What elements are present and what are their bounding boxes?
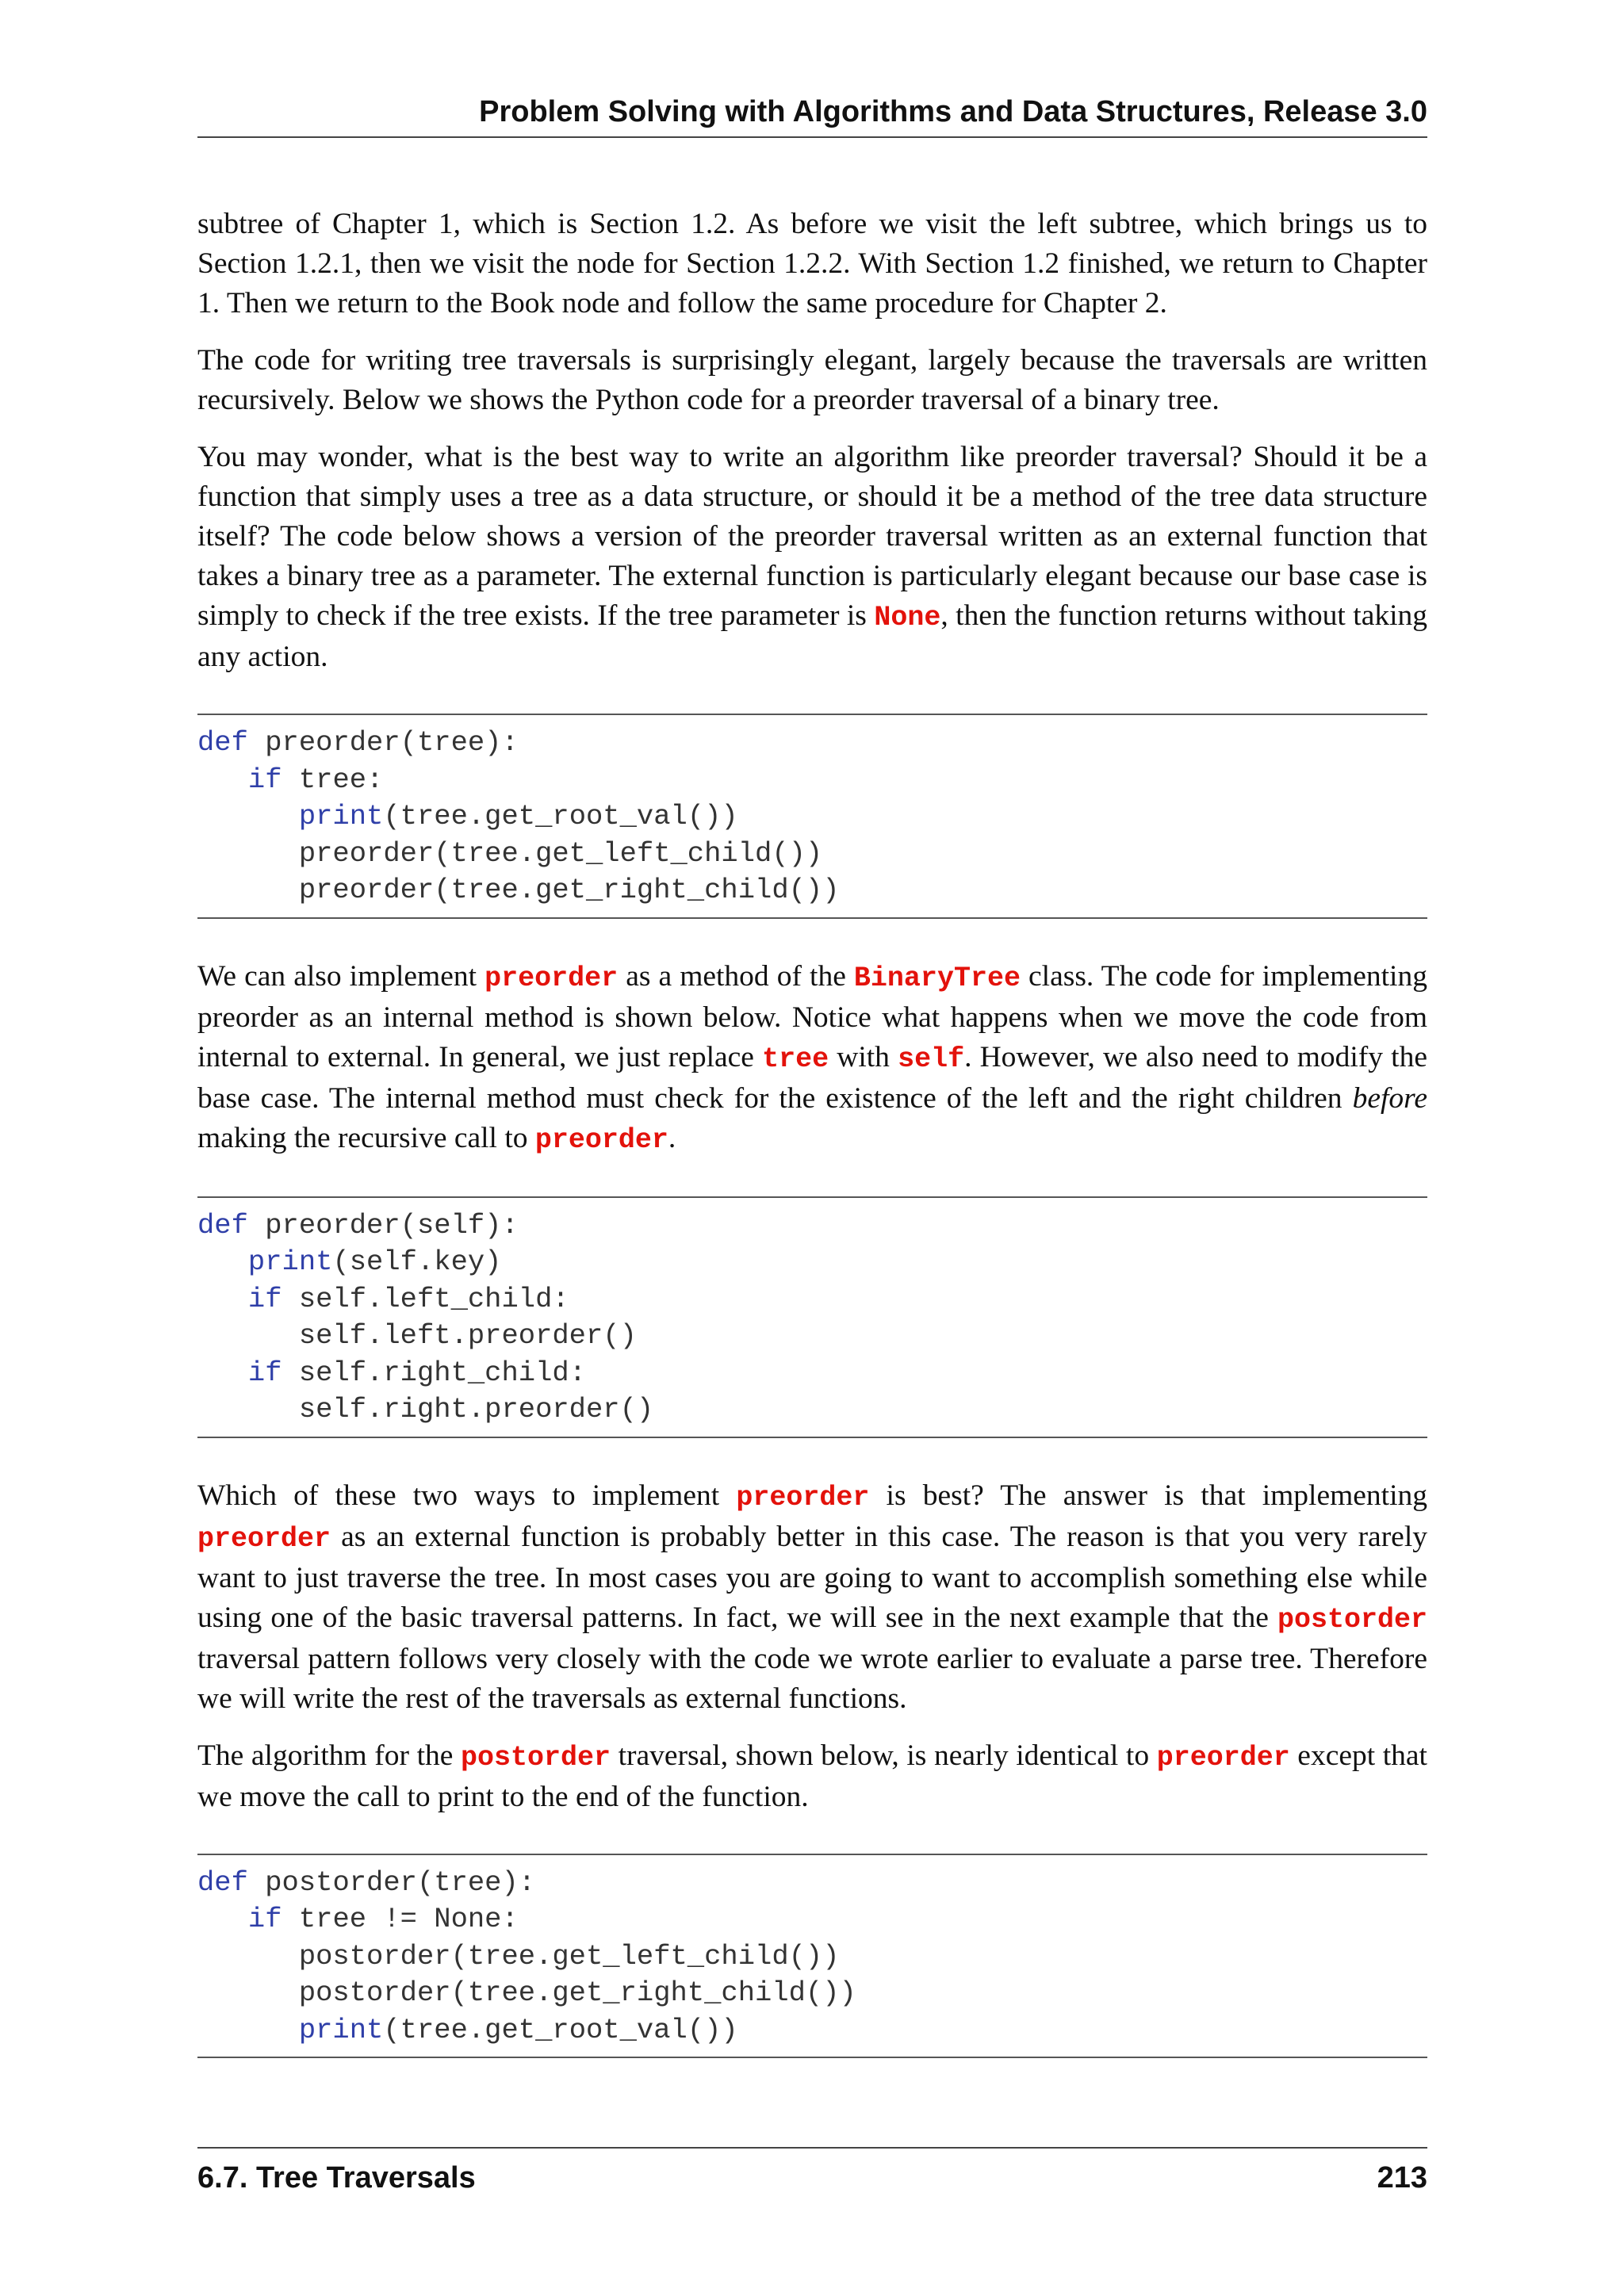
inline-code-preorder: preorder <box>197 1522 331 1555</box>
text-run: is best? The answer is that implementing <box>869 1479 1427 1512</box>
paragraph-3 <box>197 438 1427 677</box>
code-line: self.right.preorder() <box>197 1393 654 1425</box>
code-block-preorder-external <box>197 714 1427 919</box>
inline-code-preorder: preorder <box>1156 1741 1290 1774</box>
code-line <box>197 2012 1427 2049</box>
code-indent <box>197 800 299 832</box>
code-indent <box>197 1246 248 1278</box>
inline-code-self: self <box>898 1043 965 1075</box>
code-line <box>197 725 1427 762</box>
keyword: if <box>247 1356 282 1389</box>
text-run: with <box>829 1040 898 1073</box>
code-line: self.left.preorder() <box>197 1319 637 1352</box>
code-indent <box>197 1357 248 1389</box>
inline-code-preorder: preorder <box>485 962 619 994</box>
code-text: preorder(tree): <box>247 726 519 759</box>
code-line: postorder(tree.get_right_child()) <box>197 1976 856 2009</box>
inline-code-postorder: postorder <box>1277 1603 1427 1636</box>
keyword: if <box>247 1282 282 1315</box>
code-indent <box>197 1903 248 1935</box>
code-line <box>197 1244 1427 1281</box>
text-run: . <box>668 1121 676 1154</box>
keyword: if <box>247 763 282 796</box>
code-line <box>197 762 1427 799</box>
code-text: (tree.get_root_val()) <box>383 2013 738 2046</box>
keyword: def <box>197 1208 248 1242</box>
page-body <box>197 205 1427 2096</box>
code-text: preorder(self): <box>247 1208 519 1242</box>
page-footer <box>197 2147 1427 2198</box>
text-run: except that we move the call to print to the end of the function. <box>197 1739 1427 1813</box>
inline-code-preorder: preorder <box>736 1481 870 1513</box>
running-header: Problem Solving with Algorithms and Data Structures, Release 3.0 <box>197 92 1427 138</box>
text-run: You may wonder, what is the best way to write an algorithm like preorder traversal? Should it be a function that simply uses a tree as a data structure, or should it be a method of the tree data structure itself? The code below shows a version of the preorder traversal written as an external function that takes a binary tree as a parameter. The external function is particularly elegant because our base case is simply to check if the tree exists. If the tree parameter is <box>197 441 1427 632</box>
text-run: , then the function returns without taking any action. <box>197 599 1428 673</box>
code-block-postorder <box>197 1854 1427 2059</box>
keyword: if <box>247 1903 282 1935</box>
paragraph-2: The code for writing tree traversals is surprisingly elegant, largely because the traversals are written recursively. Below we shows the Python code for a preorder traversal of a binary tree. <box>197 344 1427 416</box>
footer-section-title: 6.7. Tree Traversals <box>197 2161 476 2195</box>
keyword: print <box>298 2013 384 2046</box>
code-line <box>197 1865 1427 1902</box>
inline-code-postorder: postorder <box>461 1741 611 1774</box>
code-text: tree: <box>282 763 384 796</box>
code-line <box>197 1281 1427 1318</box>
text-run: traversal, shown below, is nearly identical to <box>611 1739 1157 1772</box>
code-text: self.left_child: <box>282 1282 569 1315</box>
inline-code-none: None <box>874 602 941 633</box>
emphasis-before: before <box>1352 1081 1427 1115</box>
keyword: def <box>197 726 248 759</box>
text-run: making the recursive call to <box>197 1121 535 1154</box>
page-number: 213 <box>1377 2161 1427 2195</box>
code-line <box>197 1207 1427 1245</box>
paragraph-4 <box>197 957 1427 1160</box>
paragraph-5 <box>197 1476 1427 1719</box>
code-indent <box>197 2014 299 2046</box>
paragraph-6 <box>197 1736 1427 1817</box>
code-indent <box>197 1283 248 1315</box>
paragraph-1: subtree of Chapter 1, which is Section 1.2. As before we visit the left subtree, which brings us to Section 1.2.1, then we visit the node for Section 1.2.2. With Section 1.2 finished, we return to Chapter 1. Then we return to the Book node and follow the same procedure for Chapter 2. <box>197 208 1427 320</box>
code-line <box>197 1355 1427 1392</box>
code-text: tree != None: <box>282 1903 519 1935</box>
text-run: . However, we also need to modify the base case. The internal method must check for the existence of the left and the right children <box>197 1040 1427 1115</box>
code-block-preorder-internal <box>197 1196 1427 1438</box>
code-line <box>197 798 1427 836</box>
text-run: The algorithm for the <box>197 1739 461 1772</box>
code-text: self.right_child: <box>282 1356 586 1389</box>
inline-code-tree: tree <box>762 1043 829 1075</box>
code-line: preorder(tree.get_left_child()) <box>197 836 823 870</box>
text-run: as an external function is probably better in this case. The reason is that you very rarely want to just traverse the tree. In most cases you are going to want to accomplish something else while using one of the basic traversal patterns. In fact, we will see in the next example that the <box>197 1520 1427 1634</box>
text-run: traversal pattern follows very closely with the code we wrote earlier to evaluate a parse tree. Therefore we will write the rest of the traversals as external functions. <box>197 1642 1427 1715</box>
inline-code-preorder: preorder <box>534 1123 668 1156</box>
code-text: (self.key) <box>332 1246 502 1278</box>
code-line: postorder(tree.get_left_child()) <box>197 1939 840 1973</box>
keyword: def <box>197 1866 248 1899</box>
code-line: preorder(tree.get_right_child()) <box>197 874 840 906</box>
code-indent <box>197 763 248 796</box>
text-run: We can also implement <box>197 959 485 993</box>
keyword: print <box>298 800 384 832</box>
text-run: class. The code for implementing preorder as an internal method is shown below. Notice what happens when we move the code from internal to external. In general, we just replace <box>197 959 1427 1073</box>
inline-code-binarytree: BinaryTree <box>853 962 1021 994</box>
code-text: (tree.get_root_val()) <box>383 800 738 832</box>
text-run: as a method of the <box>618 959 854 993</box>
code-text: postorder(tree): <box>247 1866 536 1899</box>
keyword: print <box>247 1246 333 1278</box>
text-run: Which of these two ways to implement <box>197 1479 737 1512</box>
code-line <box>197 1901 1427 1938</box>
